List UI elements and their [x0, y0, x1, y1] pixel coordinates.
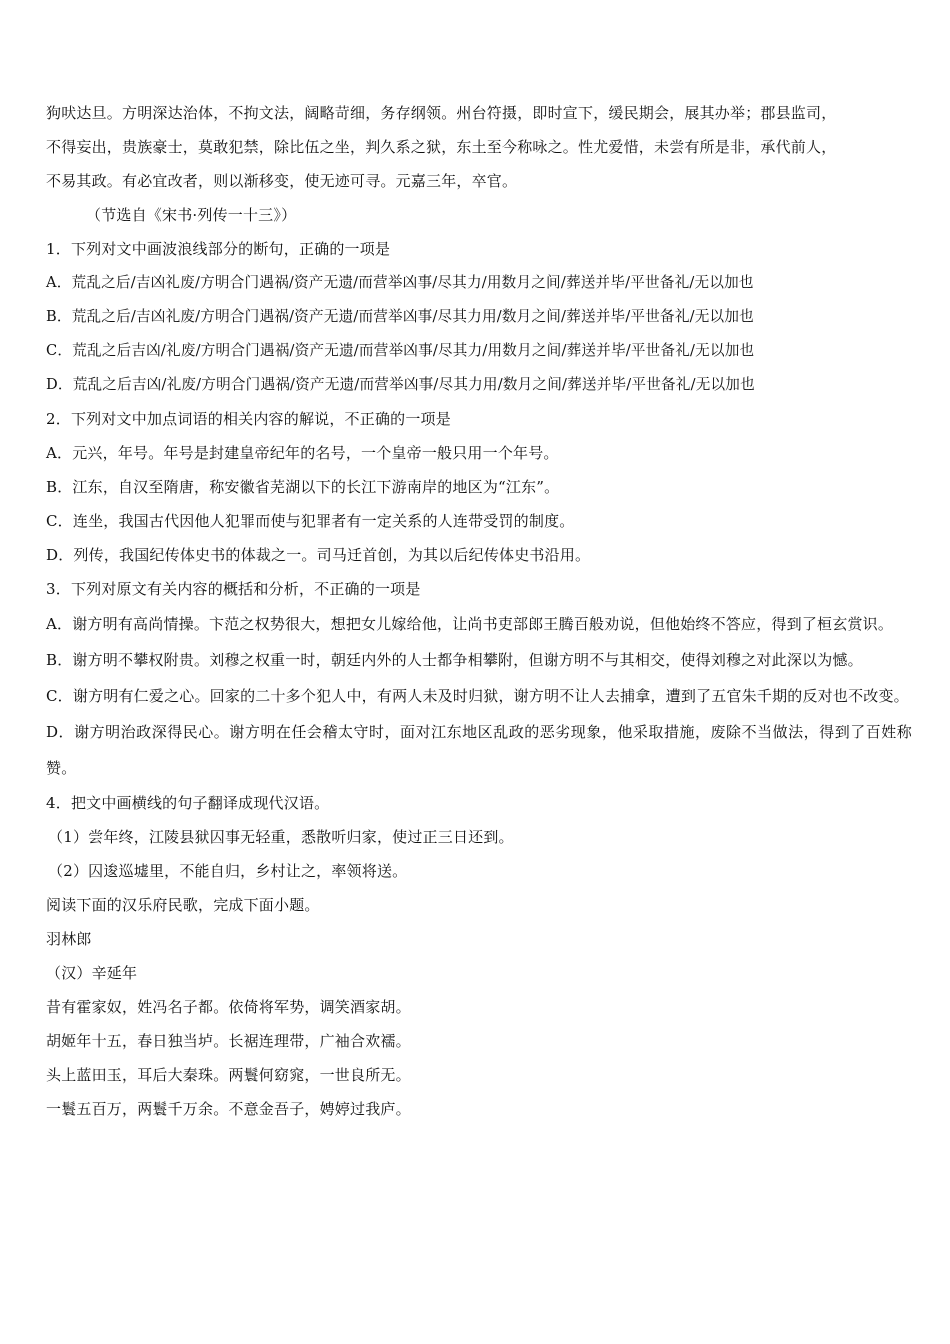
question-3-option-c: C．谢方明有仁爱之心。回家的二十多个犯人中，有两人未及时归狱，谢方明不让人去捕拿，遭到了五官朱千期的反对也不改变。: [46, 687, 909, 705]
question-1-stem: 1．下列对文中画波浪线部分的断句，正确的一项是: [46, 240, 391, 258]
passage-line: 狗吠达旦。方明深达治体，不拘文法，阔略苛细，务存纲领。州台符摄，即时宣下，缓民期会，展其办举；郡县监司，: [46, 104, 837, 122]
question-4-item-1: （1）尝年终，江陵县狱囚事无轻重，悉散听归家，使过正三日还到。: [48, 828, 514, 846]
question-1-option-c: C．荒乱之后吉凶/礼废/方明合门遇祸/资产无遗/而营举凶事/尽其力/用数月之间/葬送并毕/平世备礼/无以加也: [46, 342, 755, 359]
question-3-option-b: B．谢方明不攀权附贵。刘穆之权重一时，朝廷内外的人士都争相攀附，但谢方明不与其相交，使得刘穆之对此深以为憾。: [46, 651, 863, 669]
document-page: [46, 96, 912, 1126]
passage-line: 不得妄出，贵族豪士，莫敢犯禁，除比伍之坐，判久系之狱，东土至今称咏之。性尤爱惜，未尝有所是非，承代前人，: [46, 138, 837, 156]
question-4-item-2: （2）囚逡巡墟里，不能自归，乡村让之，率领将送。: [48, 862, 408, 880]
question-2-option-c: C．连坐，我国古代因他人犯罪而使与犯罪者有一定关系的人连带受罚的制度。: [46, 512, 575, 530]
poem-line: 头上蓝田玉，耳后大秦珠。两鬟何窈窕，一世良所无。: [46, 1066, 411, 1084]
question-1-option-d: D．荒乱之后吉凶/礼废/方明合门遇祸/资产无遗/而营举凶事/尽其力用/数月之间/葬送并毕/平世备礼/无以加也: [46, 376, 755, 393]
question-3-option-a: A．谢方明有高尚情操。卞范之权势很大，想把女儿嫁给他，让尚书吏部郎王腾百般劝说，但他始终不答应，得到了桓玄赏识。: [46, 615, 894, 633]
question-2-option-a: A．元兴，年号。年号是封建皇帝纪年的名号，一个皇帝一般只用一个年号。: [46, 444, 559, 462]
poem-line: 一鬟五百万，两鬟千万余。不意金吾子，娉婷过我庐。: [46, 1100, 411, 1118]
question-2-option-d: D．列传，我国纪传体史书的体裁之一。司马迁首创，为其以后纪传体史书沿用。: [46, 546, 591, 564]
poem-author: （汉）辛延年: [46, 964, 138, 982]
poem-line: 胡姬年十五，春日独当垆。长裾连理带，广袖合欢襦。: [46, 1032, 411, 1050]
poem-intro: 阅读下面的汉乐府民歌，完成下面小题。: [46, 896, 320, 914]
question-1-option-b: B．荒乱之后/吉凶礼废/方明合门遇祸/资产无遗/而营举凶事/尽其力用/数月之间/葬送并毕/平世备礼/无以加也: [46, 308, 754, 325]
question-2-option-b: B．江东，自汉至隋唐，称安徽省芜湖以下的长江下游南岸的地区为“江东”。: [46, 478, 560, 496]
poem-title: 羽林郎: [46, 930, 92, 948]
passage-source: （节选自《宋书·列传一十三》）: [86, 206, 297, 224]
poem-line: 昔有霍家奴，姓冯名子都。依倚将军势，调笑酒家胡。: [46, 998, 411, 1016]
passage-line: 不易其政。有必宜改者，则以渐移变，使无迹可寻。元嘉三年，卒官。: [46, 172, 518, 190]
question-4-stem: 4．把文中画横线的句子翻译成现代汉语。: [46, 794, 330, 812]
question-1-option-a: A．荒乱之后/吉凶礼废/方明合门遇祸/资产无遗/而营举凶事/尽其力/用数月之间/葬送并毕/平世备礼/无以加也: [46, 274, 754, 291]
question-3-stem: 3．下列对原文有关内容的概括和分析，不正确的一项是: [46, 580, 421, 598]
question-2-stem: 2．下列对文中加点词语的相关内容的解说，不正确的一项是: [46, 410, 451, 428]
question-3-option-d: D．谢方明治政深得民心。谢方明在任会稽太守时，面对江东地区乱政的恶劣现象，他采取措施，废除不当做法，得到了百姓称赞。: [46, 723, 912, 777]
